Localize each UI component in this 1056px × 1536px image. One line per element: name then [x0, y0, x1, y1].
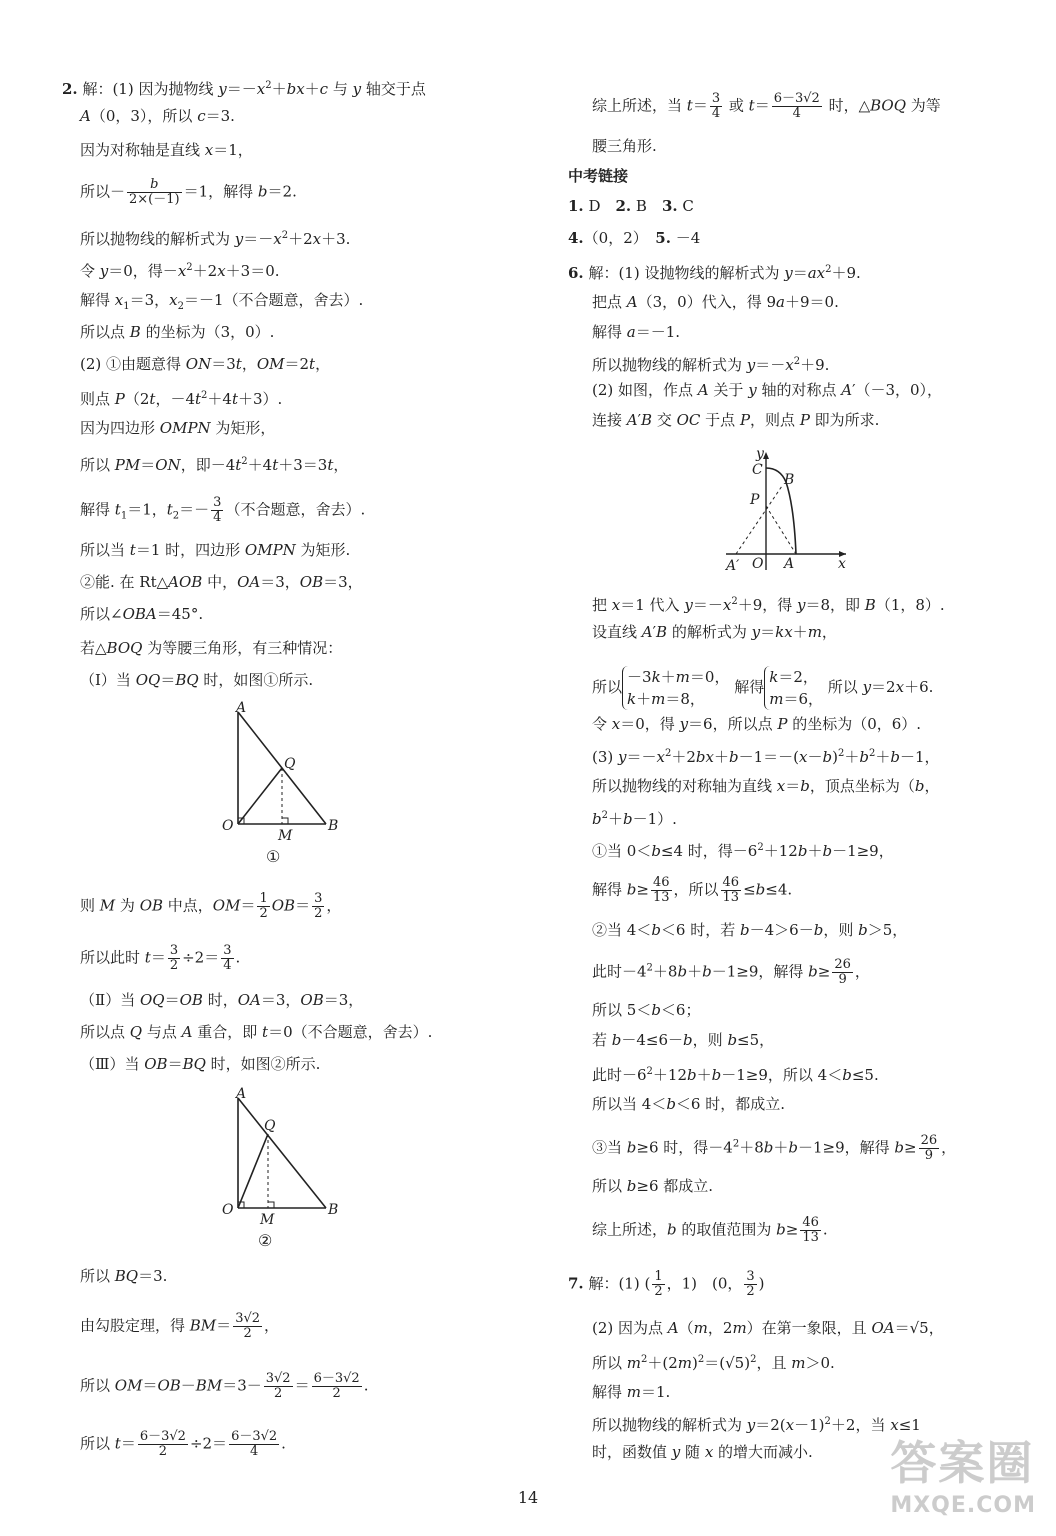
right-line-26: ③当 b≥6 时，得$-4^2+8b+b-1\ge 9$，解得 b≥ $\frac{26}{9}$ ，	[592, 1133, 957, 1163]
right-line-7: 解得 a＝－1.	[592, 323, 681, 341]
right-line-1: 腰三角形.	[592, 137, 657, 155]
right-line-22: 所以 5＜b＜6；	[592, 1001, 701, 1019]
left-line-26: 所以 t＝ $\frac{6-3√2}{2}$ ÷2＝ $\frac{6-3√2}{4}$ .	[80, 1429, 286, 1459]
right-line-11: 把 x＝1 代入 $y=-x^2+9$，得 y＝8，即 B（1，8）.	[592, 596, 945, 614]
right-line-12: 设直线 A′B 的解析式为 y＝kx＋m，	[592, 623, 837, 641]
right-line-20: ②当 4＜b＜6 时，若 b－4＞6－b，则 b＞5，	[592, 921, 908, 939]
right-line-14: 令 x＝0，得 y＝6，所以点 P 的坐标为（0，6）.	[592, 715, 922, 733]
right-line-3: 1. D 2. B 3. C	[568, 197, 694, 215]
fig1-label-m: M	[278, 828, 293, 844]
right-line-19: 解得 b≥ $\frac{46}{13}$ ，所以 $\frac{46}{13}$ ≤b≤4.	[592, 875, 793, 905]
fig3-label-p: P	[750, 492, 760, 508]
right-line-0: 综上所述，当 t＝ $\frac{3}{4}$ 或 t＝ $\frac{6-3√2}{4}$ 时，△BOQ 为等	[592, 91, 941, 121]
left-line-13: 所以当 t＝1 时，四边形 OMPN 为矩形.	[80, 541, 351, 559]
fig1-label-q: Q	[284, 756, 296, 772]
fig1-label-a: A	[236, 700, 247, 716]
right-line-24: 此时$-6^2+12b+b-1\ge 9$，所以 4＜b≤5.	[592, 1066, 879, 1084]
fig1-label-b: B	[328, 818, 338, 834]
left-line-0: 2. 解：(1) 因为抛物线 $y=-x^2+bx+c$ 与 y 轴交于点	[62, 80, 426, 98]
left-line-2: 因为对称轴是直线 x＝1，	[80, 141, 253, 159]
left-line-11: 所以 PM＝ON，即$-4t^2+4t+3=3t$，	[80, 456, 349, 474]
right-line-6: 把点 A（3，0）代入，得 9a＋9＝0.	[592, 293, 839, 311]
right-line-8: 所以抛物线的解析式为 $y=-x^2+9$.	[592, 356, 830, 374]
right-line-23: 若 b－4≤6－b，则 b≤5，	[592, 1031, 775, 1049]
left-line-23: 所以 BQ＝3.	[80, 1267, 168, 1285]
fig2-label-q: Q	[264, 1118, 276, 1134]
left-line-20: （Ⅱ）当 OQ＝OB 时，OA＝3，OB＝3，	[80, 991, 364, 1009]
right-line-4: 4.（0，2） 5. －4	[568, 229, 701, 247]
fig3-label-a-prime: A′	[726, 558, 740, 574]
right-line-9: (2) 如图，作点 A 关于 y 轴的对称点 A′（－3，0），	[592, 381, 943, 399]
figure-1	[218, 700, 338, 870]
left-line-1: A（0，3），所以 c＝3.	[80, 107, 235, 125]
right-line-17: $b^2+b-1$）.	[592, 810, 677, 828]
left-line-10: 因为四边形 OMPN 为矩形，	[80, 419, 276, 437]
left-line-4: 所以抛物线的解析式为 $y=-x^2+2x+3$.	[80, 230, 351, 248]
right-line-27: 所以 b≥6 都成立.	[592, 1177, 714, 1195]
right-line-18: ①当 0＜b≤4 时，得$-6^2+12b+b-1\ge 9$，	[592, 842, 894, 860]
left-line-16: 若△BOQ 为等腰三角形，有三种情况：	[80, 639, 343, 657]
fig2-label-o: O	[222, 1202, 234, 1218]
fig3-label-x: x	[838, 556, 846, 572]
left-line-18: 则 M 为 OB 中点，OM＝ $\frac{1}{2}$ OB＝ $\frac{3}{2}$ ，	[80, 891, 342, 921]
left-line-21: 所以点 Q 与点 A 重合，即 t＝0（不合题意，舍去）.	[80, 1023, 433, 1041]
right-line-15: (3) $y=-x^2+2bx+b-1=-(x-b)^2+b^2+b-1$，	[592, 748, 940, 766]
right-line-5: 6. 解：(1) 设抛物线的解析式为 $y=ax^2+9$.	[568, 264, 861, 282]
fig3-label-o: O	[752, 556, 764, 572]
fig1-caption: ①	[266, 847, 281, 866]
right-line-16: 所以抛物线的对称轴为直线 x＝b，顶点坐标为（b，	[592, 777, 940, 795]
right-line-34: 时，函数值 y 随 x 的增大而减小.	[592, 1443, 813, 1461]
right-line-28: 综上所述，b 的取值范围为 b≥ $\frac{46}{13}$ .	[592, 1215, 828, 1245]
left-line-25: 所以 OM＝OB－BM＝3－ $\frac{3√2}{2}$ ＝ $\frac{6-3√2}{2}$ .	[80, 1371, 369, 1401]
left-line-14: ②能. 在 Rt△AOB 中，OA＝3，OB＝3，	[80, 573, 363, 591]
right-line-25: 所以当 4＜b＜6 时，都成立.	[592, 1095, 786, 1113]
left-line-7: 所以点 B 的坐标为（3，0）.	[80, 323, 275, 341]
fig2-label-m: M	[260, 1212, 275, 1228]
figure-3	[718, 446, 858, 576]
left-line-19: 所以此时 t＝ $\frac{3}{2}$ ÷2＝ $\frac{3}{4}$ .	[80, 943, 241, 973]
fig3-label-y: y	[756, 446, 764, 462]
watermark	[890, 1427, 1036, 1518]
left-line-6: 解得 $x_1=3$，$x_2=-1$（不合题意，舍去）.	[80, 291, 364, 312]
watermark-url: MXQE.COM	[890, 1493, 1036, 1518]
left-line-12: 解得 $t_1=1$，$t_2=-$ $\frac{3}{4}$ （不合题意，舍去）.	[80, 495, 366, 525]
left-line-3: 所以－ $\frac{b}{2\times(-1)}$ ＝1，解得 b＝2.	[80, 177, 297, 207]
left-line-15: 所以∠OBA＝45°.	[80, 605, 204, 623]
right-line-10: 连接 A′B 交 OC 于点 P，则点 P 即为所求.	[592, 411, 880, 429]
right-line-29: 7. 解：(1) ( $\frac{1}{2}$ ，1) (0， $\frac{3}{2}$ )	[568, 1269, 765, 1299]
right-line-33: 所以抛物线的解析式为 $y=2(x-1)^2+2$，当 x≤1	[592, 1416, 921, 1434]
right-line-21: 此时$-4^2+8b+b-1\ge 9$，解得 b≥ $\frac{26}{9}$ ，	[592, 957, 870, 987]
right-line-31: 所以 $m^2+(2m)^2=(√5)^2$，且 m＞0.	[592, 1354, 835, 1372]
right-line-2: 中考链接	[568, 167, 629, 185]
left-line-24: 由勾股定理，得 BM＝ $\frac{3√2}{2}$ ，	[80, 1311, 280, 1341]
left-line-17: （Ⅰ）当 OQ＝BQ 时，如图①所示.	[80, 671, 314, 689]
fig3-label-a: A	[784, 556, 795, 572]
left-line-5: 令 y＝0，得$-x^2+2x+3=0$.	[80, 262, 280, 280]
figure-2	[218, 1086, 348, 1256]
left-line-22: （Ⅲ）当 OB＝BQ 时，如图②所示.	[80, 1055, 321, 1073]
left-line-8: (2) ①由题意得 ON＝3t，OM＝2t，	[80, 355, 331, 373]
fig1-label-o: O	[222, 818, 234, 834]
right-line-13: 所以－3k＋m＝0， k＋m＝8， 解得k＝2， m＝6， 所以 y＝2x＋6.	[592, 668, 934, 708]
fig2-label-b: B	[328, 1202, 339, 1218]
fig2-label-a: A	[236, 1086, 247, 1102]
fig2-caption: ②	[258, 1231, 273, 1250]
watermark-logo-text: 答案圈	[890, 1436, 1035, 1490]
fig3-label-b: B	[784, 472, 795, 488]
left-line-9: 则点 P（2t，$-4t^2+4t+3$）.	[80, 390, 283, 408]
right-line-30: (2) 因为点 A（m，2m）在第一象限，且 OA＝√5，	[592, 1319, 944, 1337]
page-number: 14	[517, 1488, 539, 1507]
fig3-label-c: C	[752, 462, 763, 478]
right-line-32: 解得 m＝1.	[592, 1383, 671, 1401]
